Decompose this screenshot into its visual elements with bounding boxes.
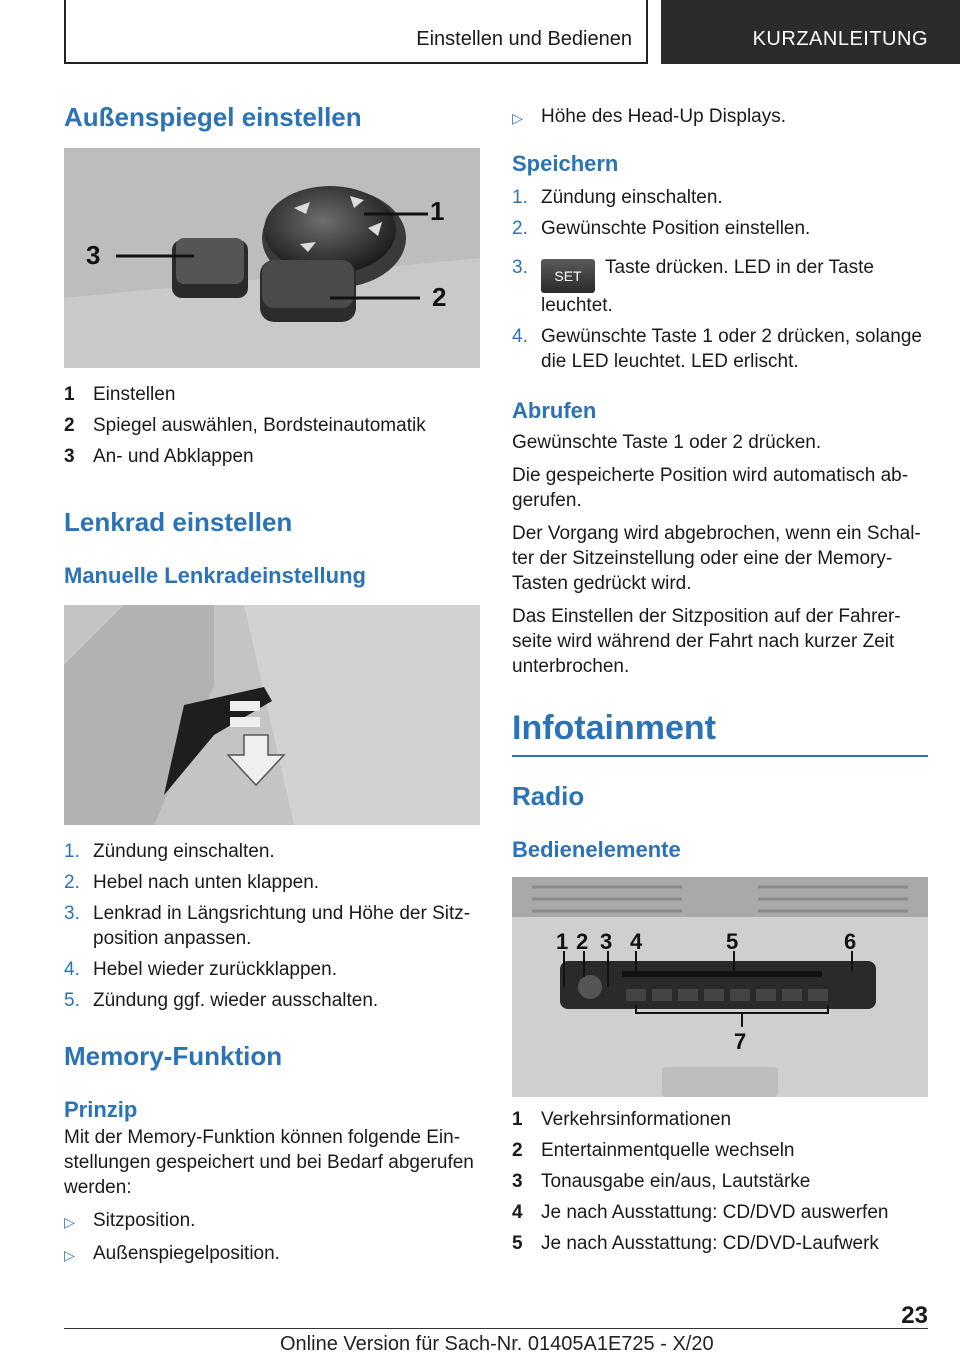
legend-number: 3 xyxy=(64,446,75,467)
step-item xyxy=(64,988,480,1013)
fig-label-2: 2 xyxy=(432,282,447,312)
step-text-with-key xyxy=(541,255,928,318)
legend-item xyxy=(512,1231,928,1256)
triangle-bullet-icon: ▷ xyxy=(64,1214,75,1230)
legend-text: Entertainmentquelle wechseln xyxy=(541,1140,795,1161)
bullet-text: Sitzposition. xyxy=(93,1210,196,1231)
step-item xyxy=(512,216,928,241)
legend-item xyxy=(512,1138,928,1163)
legend-item xyxy=(512,1169,928,1194)
step-text: Lenkrad in Längsrichtung und Höhe der Sitz-position anpassen. xyxy=(93,903,471,949)
step-number: 2. xyxy=(512,218,528,239)
subheading-principle: Prinzip xyxy=(64,1097,138,1122)
radio-legend xyxy=(512,1107,928,1256)
step-item xyxy=(512,324,928,374)
step-text: Taste drücken. LED in der Taste leuchtet. xyxy=(541,257,874,316)
heading-controls: Bedienelemente xyxy=(512,837,681,862)
radio-controls-figure xyxy=(512,877,928,1097)
steering-steps xyxy=(64,839,480,1013)
legend-number: 4 xyxy=(512,1202,523,1223)
legend-text: Spiegel auswählen, Bordsteinautomatik xyxy=(93,415,426,436)
fig-label-3: 3 xyxy=(86,240,101,270)
legend-number: 3 xyxy=(512,1171,523,1192)
step-number: 3. xyxy=(64,903,80,924)
fig-label-6: 6 xyxy=(844,929,857,954)
subheading-steering-manual: Manuelle Lenkradeinstellung xyxy=(64,563,366,588)
fig-label-4: 4 xyxy=(630,929,643,954)
legend-item xyxy=(512,1107,928,1132)
legend-number: 5 xyxy=(512,1233,523,1254)
fig-label-1: 1 xyxy=(556,929,569,954)
recall-text-4: Das Einstellen der Sitzposition auf der Fahrer-seite wird während der Fahrt nach kurzer Zeit unterbrochen. xyxy=(512,606,901,677)
legend-text: Je nach Ausstattung: CD/DVD-Laufwerk xyxy=(541,1233,879,1254)
step-number: 2. xyxy=(64,872,80,893)
legend-item xyxy=(64,413,480,438)
step-text: Hebel nach unten klappen. xyxy=(93,872,320,893)
fig-label-7: 7 xyxy=(734,1029,747,1054)
memory-bullets xyxy=(64,1208,480,1268)
heading-radio: Radio xyxy=(512,781,585,811)
step-item xyxy=(64,870,480,895)
step-item xyxy=(64,957,480,982)
chapter-title: KURZANLEITUNG xyxy=(752,28,928,50)
bullet-item xyxy=(64,1208,480,1235)
legend-number: 1 xyxy=(64,384,75,405)
bullet-text: Außenspiegelposition. xyxy=(93,1243,280,1264)
heading-mirror: Außenspiegel einstellen xyxy=(64,102,362,132)
step-text: Gewünschte Position einstellen. xyxy=(541,218,811,239)
fig-label-3: 3 xyxy=(600,929,613,954)
mirror-control-figure xyxy=(64,148,480,368)
step-text: Zündung einschalten. xyxy=(541,187,723,208)
bullet-item xyxy=(512,104,928,131)
step-text: Zündung ggf. wieder ausschalten. xyxy=(93,990,379,1011)
left-column xyxy=(64,100,480,1274)
recall-text-1: Gewünschte Taste 1 oder 2 drücken. xyxy=(512,432,822,453)
legend-number: 2 xyxy=(64,415,75,436)
step-number: 4. xyxy=(512,326,528,347)
step-number: 5. xyxy=(64,990,80,1011)
step-item xyxy=(64,839,480,864)
footer-divider xyxy=(64,1328,928,1329)
page-number: 23 xyxy=(901,1302,928,1329)
fig-label-2: 2 xyxy=(576,929,589,954)
bullet-item xyxy=(64,1241,480,1268)
step-text: Gewünschte Taste 1 oder 2 drücken, solange die LED leuchtet. LED erlischt. xyxy=(541,326,922,372)
heading-steering: Lenkrad einstellen xyxy=(64,507,293,537)
step-number: 4. xyxy=(64,959,80,980)
step-text: Zündung einschalten. xyxy=(93,841,275,862)
set-button-icon: SET xyxy=(541,259,595,293)
heading-memory: Memory-Funktion xyxy=(64,1041,283,1071)
step-item xyxy=(512,255,928,318)
heading-recall: Abrufen xyxy=(512,398,597,423)
heading-infotainment: Infotainment xyxy=(512,705,928,757)
recall-text-3: Der Vorgang wird abgebrochen, wenn ein Schal-ter der Sitzeinstellung oder eine der Memory-Tasten gedrückt wird. xyxy=(512,523,921,594)
footer-version-text: Online Version für Sach-Nr. 01405A1E725 - X/20 xyxy=(280,1333,714,1355)
legend-text: Einstellen xyxy=(93,384,176,405)
recall-text-2: Die gespeicherte Position wird automatisch ab-gerufen. xyxy=(512,465,909,511)
legend-text: An- und Abklappen xyxy=(93,446,254,467)
legend-item xyxy=(512,1200,928,1225)
triangle-bullet-icon: ▷ xyxy=(512,110,523,126)
step-number: 3. xyxy=(512,257,528,278)
section-title: Einstellen und Bedienen xyxy=(416,28,632,50)
memory-text: Mit der Memory-Funktion können folgende Ein-stellungen gespeichert und bei Bedarf abgerufen werden: xyxy=(64,1127,474,1198)
legend-item xyxy=(64,444,480,469)
step-item xyxy=(64,901,480,951)
bullet-text: Höhe des Head-Up Displays. xyxy=(541,106,787,127)
legend-item xyxy=(64,382,480,407)
legend-text: Tonausgabe ein/aus, Lautstärke xyxy=(541,1171,811,1192)
fig-label-5: 5 xyxy=(726,929,739,954)
header-section-box xyxy=(64,0,648,64)
legend-text: Verkehrsinformationen xyxy=(541,1109,732,1130)
step-number: 1. xyxy=(64,841,80,862)
chapter-tab xyxy=(661,0,960,64)
heading-save: Speichern xyxy=(512,151,619,176)
legend-number: 1 xyxy=(512,1109,523,1130)
legend-number: 2 xyxy=(512,1140,523,1161)
legend-text: Je nach Ausstattung: CD/DVD auswerfen xyxy=(541,1202,889,1223)
step-text: Hebel wieder zurückklappen. xyxy=(93,959,337,980)
fig-label-1: 1 xyxy=(430,196,445,226)
triangle-bullet-icon: ▷ xyxy=(64,1247,75,1263)
mirror-legend xyxy=(64,382,480,469)
step-item xyxy=(512,185,928,210)
right-column xyxy=(512,100,928,1262)
step-number: 1. xyxy=(512,187,528,208)
steering-lever-figure xyxy=(64,605,480,825)
